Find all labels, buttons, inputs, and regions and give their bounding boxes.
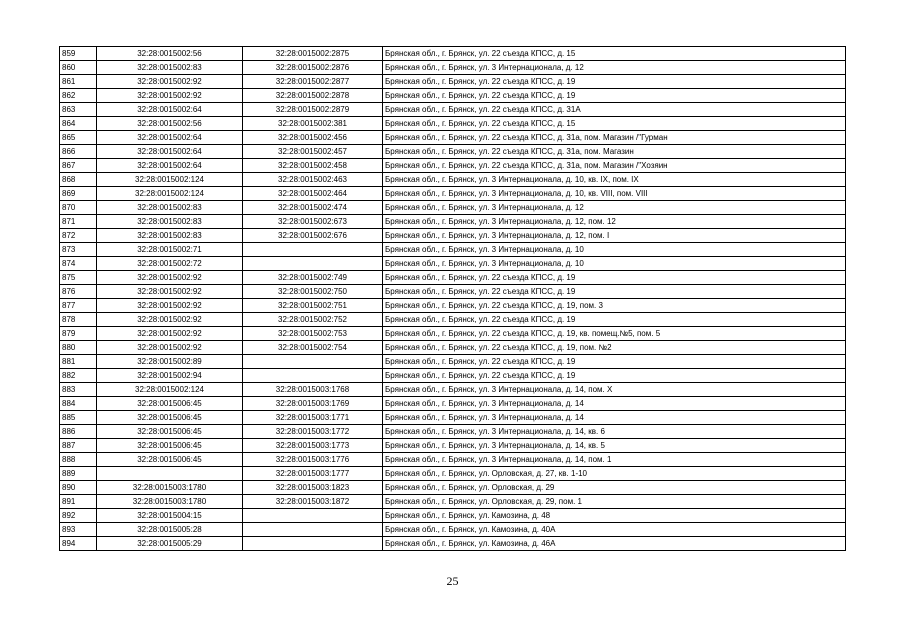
- row-number-cell: 862: [60, 89, 97, 103]
- object-number-cell: 32:28:0015003:1773: [243, 439, 383, 453]
- object-number-cell: 32:28:0015002:751: [243, 299, 383, 313]
- object-number-cell: 32:28:0015002:458: [243, 159, 383, 173]
- row-number-cell: 882: [60, 369, 97, 383]
- table-row: [60, 243, 846, 257]
- address-cell: Брянская обл., г. Брянск, ул. 22 съезда КПСС, д. 19: [383, 355, 846, 369]
- table-row: [60, 47, 846, 61]
- row-number-cell: 870: [60, 201, 97, 215]
- table-row: [60, 61, 846, 75]
- address-cell: Брянская обл., г. Брянск, ул. 22 съезда КПСС, д. 15: [383, 117, 846, 131]
- object-number-cell: 32:28:0015002:464: [243, 187, 383, 201]
- row-number-cell: 894: [60, 537, 97, 551]
- address-cell: Брянская обл., г. Брянск, ул. 3 Интернационала, д. 10, кв. IX, пом. IX: [383, 173, 846, 187]
- object-number-cell: 32:28:0015002:2875: [243, 47, 383, 61]
- table-row: [60, 355, 846, 369]
- address-cell: Брянская обл., г. Брянск, ул. Орловская, д. 29, пом. 1: [383, 495, 846, 509]
- row-number-cell: 888: [60, 453, 97, 467]
- table-row: [60, 229, 846, 243]
- object-number-cell: 32:28:0015002:2877: [243, 75, 383, 89]
- address-cell: Брянская обл., г. Брянск, ул. 3 Интернационала, д. 14, пом. 1: [383, 453, 846, 467]
- table-row: [60, 495, 846, 509]
- table-row: [60, 425, 846, 439]
- table-row: [60, 537, 846, 551]
- address-cell: Брянская обл., г. Брянск, ул. 3 Интернационала, д. 14, пом. X: [383, 383, 846, 397]
- table-row: [60, 117, 846, 131]
- cadastral-number-cell: 32:28:0015002:83: [97, 201, 243, 215]
- table-row: [60, 187, 846, 201]
- object-number-cell: 32:28:0015003:1772: [243, 425, 383, 439]
- table-row: [60, 271, 846, 285]
- cadastral-number-cell: 32:28:0015004:15: [97, 509, 243, 523]
- cadastral-number-cell: 32:28:0015002:92: [97, 299, 243, 313]
- address-cell: Брянская обл., г. Брянск, ул. 3 Интернационала, д. 14, кв. 6: [383, 425, 846, 439]
- row-number-cell: 880: [60, 341, 97, 355]
- address-cell: Брянская обл., г. Брянск, ул. Камозина, д. 46А: [383, 537, 846, 551]
- table-row: [60, 145, 846, 159]
- object-number-cell: 32:28:0015002:750: [243, 285, 383, 299]
- table-row: [60, 131, 846, 145]
- cadastral-number-cell: 32:28:0015002:92: [97, 271, 243, 285]
- object-number-cell: [243, 537, 383, 551]
- object-number-cell: 32:28:0015003:1776: [243, 453, 383, 467]
- object-number-cell: [243, 355, 383, 369]
- address-cell: Брянская обл., г. Брянск, ул. Орловская, д. 27, кв. 1-10: [383, 467, 846, 481]
- cadastral-number-cell: 32:28:0015002:64: [97, 145, 243, 159]
- table-row: [60, 369, 846, 383]
- object-number-cell: [243, 523, 383, 537]
- address-cell: Брянская обл., г. Брянск, ул. Орловская, д. 29: [383, 481, 846, 495]
- row-number-cell: 871: [60, 215, 97, 229]
- cadastral-table: [59, 46, 846, 551]
- address-cell: Брянская обл., г. Брянск, ул. 3 Интернационала, д. 10: [383, 243, 846, 257]
- address-cell: Брянская обл., г. Брянск, ул. 22 съезда КПСС, д. 19, пом. 3: [383, 299, 846, 313]
- row-number-cell: 878: [60, 313, 97, 327]
- cadastral-number-cell: 32:28:0015002:71: [97, 243, 243, 257]
- table-row: [60, 481, 846, 495]
- row-number-cell: 886: [60, 425, 97, 439]
- table-row: [60, 341, 846, 355]
- object-number-cell: 32:28:0015003:1823: [243, 481, 383, 495]
- address-cell: Брянская обл., г. Брянск, ул. 3 Интернационала, д. 10: [383, 257, 846, 271]
- object-number-cell: 32:28:0015003:1768: [243, 383, 383, 397]
- address-cell: Брянская обл., г. Брянск, ул. 22 съезда КПСС, д. 19: [383, 313, 846, 327]
- address-cell: Брянская обл., г. Брянск, ул. 3 Интернационала, д. 10, кв. VIII, пом. VIII: [383, 187, 846, 201]
- row-number-cell: 883: [60, 383, 97, 397]
- object-number-cell: 32:28:0015002:752: [243, 313, 383, 327]
- table-row: [60, 299, 846, 313]
- object-number-cell: 32:28:0015002:2878: [243, 89, 383, 103]
- cadastral-number-cell: 32:28:0015002:56: [97, 117, 243, 131]
- address-cell: Брянская обл., г. Брянск, ул. Камозина, д. 48: [383, 509, 846, 523]
- object-number-cell: 32:28:0015002:456: [243, 131, 383, 145]
- table-row: [60, 397, 846, 411]
- cadastral-number-cell: 32:28:0015005:28: [97, 523, 243, 537]
- table-body: [60, 47, 846, 551]
- table-row: [60, 89, 846, 103]
- row-number-cell: 863: [60, 103, 97, 117]
- cadastral-number-cell: 32:28:0015002:124: [97, 187, 243, 201]
- row-number-cell: 868: [60, 173, 97, 187]
- row-number-cell: 874: [60, 257, 97, 271]
- table-row: [60, 173, 846, 187]
- cadastral-number-cell: 32:28:0015003:1780: [97, 495, 243, 509]
- row-number-cell: 893: [60, 523, 97, 537]
- address-cell: Брянская обл., г. Брянск, ул. 3 Интернационала, д. 14: [383, 397, 846, 411]
- table-row: [60, 383, 846, 397]
- row-number-cell: 884: [60, 397, 97, 411]
- object-number-cell: 32:28:0015002:754: [243, 341, 383, 355]
- row-number-cell: 892: [60, 509, 97, 523]
- cadastral-number-cell: 32:28:0015002:124: [97, 173, 243, 187]
- object-number-cell: 32:28:0015002:2879: [243, 103, 383, 117]
- row-number-cell: 891: [60, 495, 97, 509]
- cadastral-number-cell: 32:28:0015002:92: [97, 285, 243, 299]
- cadastral-number-cell: 32:28:0015002:94: [97, 369, 243, 383]
- table-row: [60, 313, 846, 327]
- cadastral-number-cell: 32:28:0015002:56: [97, 47, 243, 61]
- object-number-cell: 32:28:0015002:2876: [243, 61, 383, 75]
- cadastral-number-cell: 32:28:0015002:92: [97, 313, 243, 327]
- table-row: [60, 215, 846, 229]
- table-row: [60, 285, 846, 299]
- table-row: [60, 467, 846, 481]
- object-number-cell: [243, 257, 383, 271]
- object-number-cell: 32:28:0015002:457: [243, 145, 383, 159]
- cadastral-number-cell: 32:28:0015002:72: [97, 257, 243, 271]
- row-number-cell: 861: [60, 75, 97, 89]
- cadastral-number-cell: 32:28:0015006:45: [97, 453, 243, 467]
- cadastral-number-cell: 32:28:0015002:92: [97, 327, 243, 341]
- object-number-cell: 32:28:0015002:753: [243, 327, 383, 341]
- address-cell: Брянская обл., г. Брянск, ул. 22 съезда КПСС, д. 19, кв. помещ.№5, пом. 5: [383, 327, 846, 341]
- object-number-cell: 32:28:0015003:1771: [243, 411, 383, 425]
- object-number-cell: 32:28:0015003:1872: [243, 495, 383, 509]
- cadastral-number-cell: [97, 467, 243, 481]
- object-number-cell: 32:28:0015002:676: [243, 229, 383, 243]
- row-number-cell: 865: [60, 131, 97, 145]
- object-number-cell: 32:28:0015003:1777: [243, 467, 383, 481]
- row-number-cell: 867: [60, 159, 97, 173]
- cadastral-number-cell: 32:28:0015006:45: [97, 411, 243, 425]
- table-row: [60, 523, 846, 537]
- cadastral-number-cell: 32:28:0015002:92: [97, 75, 243, 89]
- object-number-cell: 32:28:0015002:749: [243, 271, 383, 285]
- address-cell: Брянская обл., г. Брянск, ул. 3 Интернационала, д. 12, пом. 12: [383, 215, 846, 229]
- address-cell: Брянская обл., г. Брянск, ул. 22 съезда КПСС, д. 19: [383, 89, 846, 103]
- address-cell: Брянская обл., г. Брянск, ул. 22 съезда КПСС, д. 19: [383, 285, 846, 299]
- table-row: [60, 453, 846, 467]
- address-cell: Брянская обл., г. Брянск, ул. 22 съезда КПСС, д. 31А: [383, 103, 846, 117]
- address-cell: Брянская обл., г. Брянск, ул. Камозина, д. 40А: [383, 523, 846, 537]
- table-row: [60, 201, 846, 215]
- address-cell: Брянская обл., г. Брянск, ул. 22 съезда КПСС, д. 19, пом. №2: [383, 341, 846, 355]
- address-cell: Брянская обл., г. Брянск, ул. 22 съезда КПСС, д. 31а, пом. Магазин /"Хозяин: [383, 159, 846, 173]
- table-row: [60, 439, 846, 453]
- table-row: [60, 103, 846, 117]
- row-number-cell: 890: [60, 481, 97, 495]
- table-row: [60, 411, 846, 425]
- cadastral-number-cell: 32:28:0015002:83: [97, 61, 243, 75]
- address-cell: Брянская обл., г. Брянск, ул. 22 съезда КПСС, д. 31а, пом. Магазин /"Гурман: [383, 131, 846, 145]
- table-row: [60, 509, 846, 523]
- object-number-cell: 32:28:0015002:474: [243, 201, 383, 215]
- address-cell: Брянская обл., г. Брянск, ул. 22 съезда КПСС, д. 31а, пом. Магазин: [383, 145, 846, 159]
- object-number-cell: 32:28:0015003:1769: [243, 397, 383, 411]
- table-row: [60, 327, 846, 341]
- row-number-cell: 859: [60, 47, 97, 61]
- row-number-cell: 873: [60, 243, 97, 257]
- object-number-cell: [243, 243, 383, 257]
- row-number-cell: 864: [60, 117, 97, 131]
- cadastral-number-cell: 32:28:0015003:1780: [97, 481, 243, 495]
- cadastral-number-cell: 32:28:0015006:45: [97, 425, 243, 439]
- address-cell: Брянская обл., г. Брянск, ул. 3 Интернационала, д. 12: [383, 61, 846, 75]
- table-row: [60, 159, 846, 173]
- object-number-cell: [243, 369, 383, 383]
- cadastral-number-cell: 32:28:0015002:64: [97, 159, 243, 173]
- address-cell: Брянская обл., г. Брянск, ул. 22 съезда КПСС, д. 19: [383, 75, 846, 89]
- address-cell: Брянская обл., г. Брянск, ул. 3 Интернационала, д. 14: [383, 411, 846, 425]
- object-number-cell: [243, 509, 383, 523]
- row-number-cell: 885: [60, 411, 97, 425]
- row-number-cell: 875: [60, 271, 97, 285]
- row-number-cell: 877: [60, 299, 97, 313]
- row-number-cell: 881: [60, 355, 97, 369]
- cadastral-number-cell: 32:28:0015002:83: [97, 229, 243, 243]
- row-number-cell: 879: [60, 327, 97, 341]
- address-cell: Брянская обл., г. Брянск, ул. 22 съезда КПСС, д. 15: [383, 47, 846, 61]
- address-cell: Брянская обл., г. Брянск, ул. 3 Интернационала, д. 12, пом. I: [383, 229, 846, 243]
- cadastral-number-cell: 32:28:0015005:29: [97, 537, 243, 551]
- cadastral-number-cell: 32:28:0015002:83: [97, 215, 243, 229]
- address-cell: Брянская обл., г. Брянск, ул. 3 Интернационала, д. 12: [383, 201, 846, 215]
- row-number-cell: 887: [60, 439, 97, 453]
- object-number-cell: 32:28:0015002:463: [243, 173, 383, 187]
- cadastral-number-cell: 32:28:0015002:92: [97, 341, 243, 355]
- object-number-cell: 32:28:0015002:381: [243, 117, 383, 131]
- address-cell: Брянская обл., г. Брянск, ул. 22 съезда КПСС, д. 19: [383, 369, 846, 383]
- cadastral-number-cell: 32:28:0015006:45: [97, 397, 243, 411]
- cadastral-number-cell: 32:28:0015002:92: [97, 89, 243, 103]
- page-number: 25: [446, 574, 459, 588]
- row-number-cell: 866: [60, 145, 97, 159]
- table-row: [60, 75, 846, 89]
- address-cell: Брянская обл., г. Брянск, ул. 22 съезда КПСС, д. 19: [383, 271, 846, 285]
- cadastral-number-cell: 32:28:0015002:64: [97, 131, 243, 145]
- address-cell: Брянская обл., г. Брянск, ул. 3 Интернационала, д. 14, кв. 5: [383, 439, 846, 453]
- row-number-cell: 876: [60, 285, 97, 299]
- cadastral-number-cell: 32:28:0015002:89: [97, 355, 243, 369]
- row-number-cell: 869: [60, 187, 97, 201]
- row-number-cell: 889: [60, 467, 97, 481]
- cadastral-number-cell: 32:28:0015002:64: [97, 103, 243, 117]
- cadastral-number-cell: 32:28:0015006:45: [97, 439, 243, 453]
- row-number-cell: 860: [60, 61, 97, 75]
- object-number-cell: 32:28:0015002:673: [243, 215, 383, 229]
- cadastral-number-cell: 32:28:0015002:124: [97, 383, 243, 397]
- row-number-cell: 872: [60, 229, 97, 243]
- table-row: [60, 257, 846, 271]
